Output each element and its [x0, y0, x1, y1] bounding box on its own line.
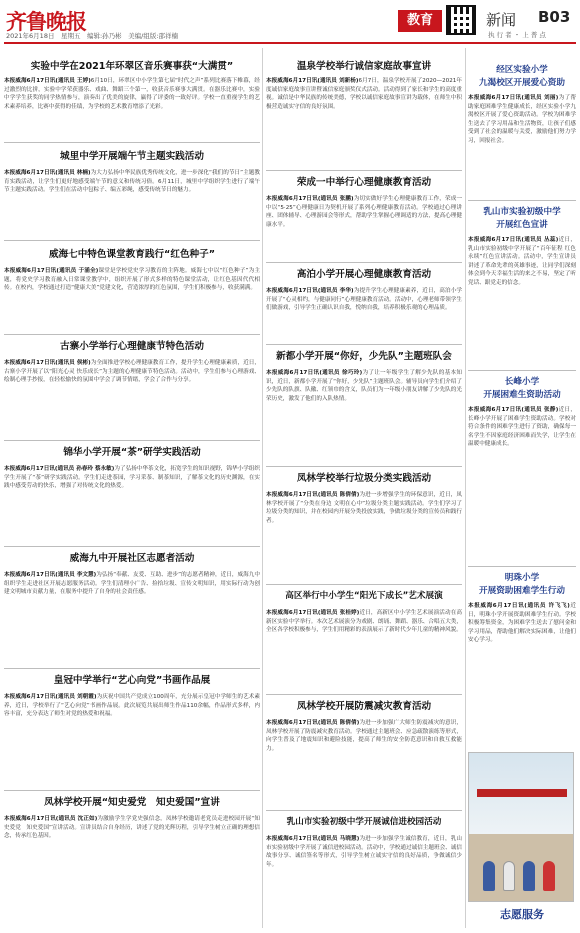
article-subtitle: 开展资助困难学生行动: [479, 586, 565, 596]
article-title: 高泊小学开展心理健康教育活动: [296, 269, 432, 280]
article-title: 威海七中特色课堂教育践行“红色种子”: [48, 249, 216, 260]
article-body: 本报威海6月17日讯(通讯员 刘新杨)6月7日，温泉学校开展了2020—2021年度诚信家庭故事宣讲暨诚信家庭颁奖仪式活动。活动得到了家长和学生的高度重视。诚信是中华民族的传统美德，学校以诚信家庭故事宣讲为载体，在师生中积极营造诚实守信的良好氛围。: [266, 78, 462, 110]
news-photo: [468, 752, 574, 902]
person-figure: [483, 861, 495, 891]
article-b2: [266, 176, 462, 265]
article-title: 皇冠中学举行“艺心向党”书画作品展: [53, 675, 211, 686]
article-title: 高区举行中小学生“阳光下成长”艺术展演: [285, 591, 443, 601]
divider: [468, 566, 576, 567]
article-c1: [468, 64, 576, 196]
divider: [266, 466, 462, 467]
article-title: 经区实验小学: [496, 65, 548, 75]
article-subtitle: 开展困难生资助活动: [483, 390, 561, 400]
person-figure: [543, 861, 555, 891]
article-subtitle: 九渴校区开展爱心资助: [479, 78, 565, 88]
news-label: 新闻: [486, 11, 517, 29]
divider: [4, 334, 260, 335]
divider: [4, 668, 260, 669]
divider: [266, 262, 462, 263]
article-a3: [4, 248, 260, 339]
article-body: 本报威海6月17日讯(通讯员 刘丽)为了帮助家庭困难学生健康成长，经区实验小学九渴校区开展了爱心资助活动。学校为困难学生送去了学习用品和生活物资，让孩子们感受到了社会的温暖与关爱，激励他们努力学习，回报社会。: [468, 95, 576, 144]
article-c3: [468, 376, 576, 562]
article-body: 本报威海6月17日讯(通讯员 李华)为提升学生心理健康素养，近日，高泊小学开展了“心灵相约，与健康同行”心理健康教育活动。活动中，心理老师带领学生们做游戏，引导学生正确认识自我，悦纳自我，培养积极乐观的心理品质。: [266, 288, 462, 312]
article-title: 凤林学校开展防震减灾教育活动: [296, 701, 432, 712]
article-title: 古寨小学举行心理健康节特色活动: [60, 341, 204, 352]
photo-banner: [477, 789, 567, 797]
article-body: 本报威海6月17日讯(通讯员 沈正如)为激励学生学党史强信念，凤林学校邀请老党员走进校园开展“知史爱党 知史爱国”宣讲活动。宣讲员结合自身经历，讲述了党的光辉历程，引导学生树立正确的理想信念，传承红色基因。: [4, 816, 260, 840]
article-title: 乳山市实验初级中学: [483, 207, 561, 217]
article-body: 本报威海6月17日讯(通讯员 侯彬)为全面推进学校心理健康教育工作，提升学生心理健康素质，近日，古寨小学开展了以“阳光心灵 快乐成长”为主题的心理健康节特色活动。活动中，学生们参与心理游戏、绘制心理手抄报，在轻松愉快的氛围中学会了调节情绪，学会了合作与分享。: [4, 360, 260, 384]
article-body: 本报威海6月17日讯(通讯员 许飞飞)近日，明珠小学开展资助困难学生行动。学校积极筹集资金，为困难学生送去了慰问金和学习用品，帮助他们解决实际困难，让他们安心学习。: [468, 603, 576, 644]
top-rule: [4, 42, 576, 44]
article-title: 乳山市实验初级中学开展诚信进校园活动: [286, 817, 442, 827]
article-body: 本报威海6月17日讯(通讯员 李文慧)为弘扬“奉献、友爱、互助、进步”的志愿者精神，近日，威海九中组织学生走进社区开展志愿服务活动。学生们清理小广告、捡拾垃圾、宣传文明知识，用实际行动为创建文明城市贡献力量，在服务中提升了自身的社会责任感。: [4, 572, 260, 596]
article-a1: [4, 60, 260, 131]
article-title: 城里中学开展端午节主题实践活动: [60, 151, 204, 162]
article-body: 本报威海6月17日讯(通讯员 张鹏)为切实做好学生心理健康教育工作，荣成一中以“5·25”心理健康日为契机开展了系列心理健康教育活动。学校通过心理讲座、团体辅导、心理游园会等形式，帮助学生掌握心理调适的方法，提高心理健康水平。: [266, 196, 462, 228]
divider: [266, 344, 462, 345]
article-title: 荣成一中举行心理健康教育活动: [296, 177, 432, 188]
article-body: 本报威海6月17日讯(通讯员 于涌全)课堂是学校党史学习教育的主阵地。威海七中以“红色种子”为主题，将党史学习教育融入日常课堂教学中，组织开展了形式多样的特色课堂活动，让红色基因代代相传。在校内，学校通过打造“健康大美”党建文化，营造浓厚的红色氛围，学生们积极参与，收获满满。: [4, 268, 260, 292]
qr-code-icon: [446, 5, 476, 35]
article-title: 长峰小学: [504, 377, 540, 387]
article-body: 本报威海6月17日讯(通讯员 马晓慧)为进一步加强学生诚信教育，近日，乳山市实验初级中学开展了诚信进校园活动。活动中，学校通过诚信主题班会、诚信故事分享、诚信签名等形式，引导学生树立诚实守信的良好品质，争做诚信少年。: [266, 836, 462, 868]
divider: [4, 790, 260, 791]
article-b8: [266, 816, 462, 931]
article-title: 威海九中开展社区志愿者活动: [69, 553, 195, 564]
article-title: 明珠小学: [504, 573, 540, 583]
article-title: 凤林学校开展“知史爱党 知史爱国”宣讲: [44, 797, 220, 808]
article-title: 志愿服务: [500, 908, 544, 921]
article-body: 本报威海6月17日讯(通讯员 张桂婷)近日，高新区中小学生艺术展演活动在高新区实验中学举行。本次艺术展演分为戏剧、朗诵、舞蹈、器乐、合唱五大类，全区各学校积极参与，学生们用精彩的表演展示了新时代少年儿童的精神风貌。: [266, 610, 462, 634]
divider: [4, 142, 260, 143]
article-a5: [4, 446, 260, 543]
article-title: 凤林学校举行垃圾分类实践活动: [296, 473, 432, 484]
article-body: 本报威海6月17日讯(通讯员 陈倩倩)为进一步加强广大师生防震减灾的意识，凤林学校开展了防震减灾教育活动。学校通过主题班会、应急疏散演练等形式，向学生普及了地震知识和避险技能，提高了师生的安全防范意识和自救互救能力。: [266, 720, 462, 752]
article-b6: [266, 590, 462, 687]
editors-line: 执 行 者 ・ 上 普 点: [488, 31, 546, 39]
column-divider: [262, 48, 263, 928]
article-b4: [266, 350, 462, 465]
article-body: 本报威海6月17日讯(通讯员 林楠)为大力弘扬中华民族优秀传统文化，进一步深化“我们的节日”主题教育实践活动，让学生们更好地感受端午节的意义和传统习俗。6月11日，城里中学组织学生进行了端午节主题实践活动。学生们在活动中包粽子、编五彩绳，感受传统节日的魅力。: [4, 170, 260, 194]
divider: [468, 200, 576, 201]
divider: [266, 584, 462, 585]
article-body: 本报威海6月17日讯(通讯员 丛蕊)近日，乳山市实验初级中学开展了“百年征程 红色永续”红色宣讲活动。活动中，学生宣讲员讲述了革命先辈的英雄事迹，让同学们深刻体会到今天幸福生活的来之不易，坚定了听党话、跟党走的信念。: [468, 237, 576, 286]
article-a7: [4, 674, 260, 783]
article-body: 本报威海6月17日讯(通讯员 陈倩倩)为进一步增强学生的环保意识，近日，凤林学校开展了“分类在身边 文明在心中”垃圾分类主题实践活动。学生们学习了垃圾分类的知识，并在校园内开展分类投放实践，争做垃圾分类的宣传员和践行者。: [266, 492, 462, 524]
article-b1: [266, 60, 462, 169]
divider: [266, 170, 462, 171]
divider: [266, 694, 462, 695]
divider: [4, 440, 260, 441]
article-title: 实验中学在2021年环翠区音乐赛事获“大满贯”: [30, 61, 234, 72]
newspaper-logo: 齐鲁晚报: [6, 9, 86, 34]
divider: [266, 810, 462, 811]
article-title: 温泉学校举行诚信家庭故事宣讲: [296, 61, 432, 72]
article-title: 锦华小学开展“茶”研学实践活动: [63, 447, 201, 458]
article-subtitle: 开展红色宣讲: [496, 220, 548, 230]
article-c4: [468, 572, 576, 744]
person-figure: [503, 861, 515, 891]
divider: [4, 546, 260, 547]
dateline: 2021年6月18日 星期五 编辑:孙乃彬 美编/组版:邵祥楠: [6, 32, 179, 40]
page-number: B03: [538, 8, 571, 26]
article-title: 新都小学开展“你好，少先队”主题班队会: [276, 351, 452, 362]
article-a4: [4, 340, 260, 441]
article-b5: [266, 472, 462, 581]
article-body: 本报威海6月17日讯(通讯员 张静)近日，长峰小学开展了困难学生资助活动。学校对符合条件的困难学生进行了资助，确保每一名学生不因家庭经济困难而失学，让学生在温暖中健康成长。: [468, 407, 576, 448]
article-a2: [4, 150, 260, 233]
divider: [4, 240, 260, 241]
article-b3: [266, 268, 462, 345]
article-body: 本报威海6月17日讯(通讯员 孙春玲 蔡永敏)为了弘扬中华茶文化，拓宽学生的知识视野，锦华小学组织学生开展了“茶”研学实践活动。学生们走进茶园，学习采茶、制茶知识，了解茶文化的历史渊源，在实践中感受劳动的快乐，增强了对传统文化的热爱。: [4, 466, 260, 490]
article-a6: [4, 552, 260, 667]
article-body: 本报威海6月17日讯(通讯员 徐巧玲)为了让一年级学生了解少先队的基本知识，近日，新都小学开展了“你好，少先队”主题班队会。辅导员向学生们介绍了少先队的队旗、队徽、红领巾的含义，队员们为一年级小朋友讲解了少先队的光荣历史，激发了他们的入队热情。: [266, 370, 462, 402]
article-body: 本报威海6月17日讯(通讯员 王婷)6月10日，环翠区中小学生第七届“时代之声”系列比赛落下帷幕，经过激烈的比拼，实验中学荣获器乐、戏曲、舞蹈三个第一，收获音乐赛事大满贯。在器乐比赛中，实验中学学生获奖的同学热情参与，演奏出了优美的旋律，赢得了评委的一致好评。学校一直重视学生的艺术素养培养，比赛中获得的佳绩，为学校的艺术教育增添了光彩。: [4, 78, 260, 110]
divider: [468, 370, 576, 371]
article-a8: [4, 796, 260, 919]
person-figure: [523, 861, 535, 891]
article-c2: [468, 206, 576, 368]
masthead: [0, 0, 580, 44]
column-divider: [465, 48, 466, 928]
article-b7: [266, 700, 462, 805]
article-body: 本报威海6月17日讯(通讯员 刘朝霞)为庆祝中国共产党成立100周年，充分展示皇冠中学师生的艺术素养，近日，学校举行了“艺心向党”书画作品展。此次展览共展出师生作品110余幅，作品形式多样，内容丰富，充分表达了师生对党的热爱和祝福。: [4, 694, 260, 718]
section-label: 教育: [398, 10, 442, 32]
